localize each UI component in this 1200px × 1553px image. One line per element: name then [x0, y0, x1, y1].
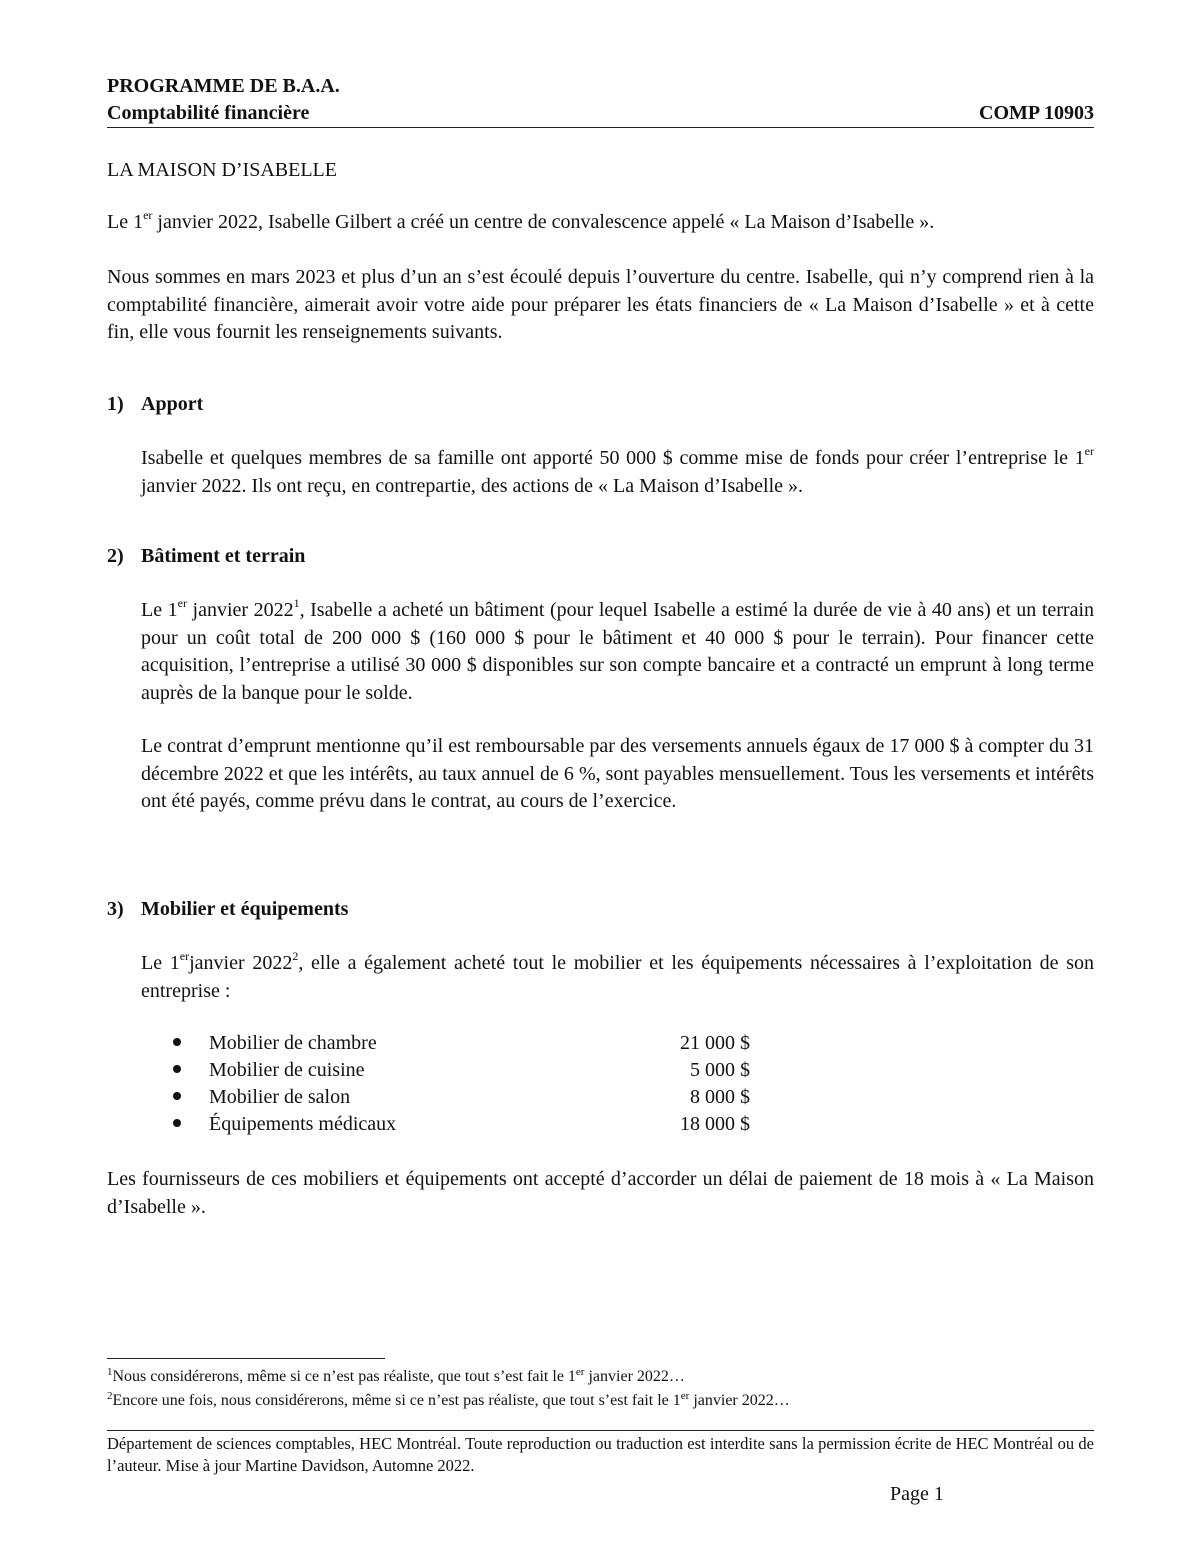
item-amount: 5 000 $: [690, 1059, 750, 1081]
footer-rule: [107, 1430, 1094, 1431]
footnote-ref[interactable]: 2: [292, 949, 299, 964]
footnote-mark: 1: [107, 1365, 113, 1378]
text-run: janvier 2022: [189, 952, 293, 974]
superscript: er: [143, 208, 153, 223]
list-item: [170, 1057, 750, 1084]
section-title: Apport: [141, 393, 204, 415]
item-label: Mobilier de salon: [209, 1086, 351, 1108]
section-heading-batiment: [107, 543, 305, 569]
list-item: [170, 1084, 750, 1111]
text-run: , elle a également acheté tout le mobilier et les équipements nécessaires à l’exploitation de son entreprise :: [141, 952, 1095, 1002]
superscript: er: [1084, 444, 1094, 459]
footnote-ref[interactable]: 1: [293, 596, 300, 611]
bullet-icon: [170, 1057, 209, 1084]
section-mobilier-closing: Les fournisseurs de ces mobiliers et équipements ont accepté d’accorder un délai de paiement de 18 mois à « La Maison d’Isabelle ».: [107, 1168, 1094, 1218]
header-row: [107, 100, 1094, 126]
superscript: er: [575, 1365, 585, 1378]
section-number: 1): [107, 393, 124, 415]
text-run: , Isabelle a acheté un bâtiment (pour lequel Isabelle a estimé la durée de vie à 40 ans) et un terrain pour un coût total de 200 000 $ (160 000 $ pour le bâtiment et 40 000 $ pour le terrain). Pour financer cette acquisition, l’entreprise a utilisé 30 000 $ disponibles sur son compte bancaire et a contracté un emprunt à long terme auprès de la banque pour le solde.: [141, 599, 1095, 704]
superscript: er: [179, 949, 190, 964]
document-title: LA MAISON D’ISABELLE: [107, 159, 337, 181]
text-run: Le 1: [141, 599, 178, 621]
text-run: janvier 2022…: [689, 1392, 790, 1409]
intro-paragraph-1: [107, 209, 1097, 237]
section-batiment-paragraph-1: [141, 597, 1094, 707]
equipment-list: [170, 1030, 750, 1138]
text-run: Le 1: [141, 952, 180, 974]
text-run: janvier 2022, Isabelle Gilbert a créé un centre de convalescence appelé « La Maison d’Isabelle ».: [152, 211, 935, 233]
course-name: Comptabilité financière: [107, 102, 310, 124]
item-amount: 18 000 $: [680, 1113, 750, 1135]
item-label: Mobilier de cuisine: [209, 1059, 365, 1081]
section-apport-paragraph: [141, 445, 1094, 500]
footnote-mark: 2: [107, 1389, 113, 1402]
section-title: Mobilier et équipements: [141, 898, 349, 920]
section-number: 2): [107, 545, 124, 567]
text-run: janvier 2022: [186, 599, 294, 621]
section-mobilier-paragraph: [141, 950, 1094, 1005]
superscript: er: [680, 1389, 690, 1402]
section-heading-apport: [107, 391, 203, 417]
page-header: [107, 72, 1094, 128]
intro-paragraph-2: Nous sommes en mars 2023 et plus d’un an s’est écoulé depuis l’ouverture du centre. Isabelle, qui n’y comprend rien à la comptabilité financière, aimerait avoir votre aide pour préparer les états financiers de « La Maison d’Isabelle » et à cette fin, elle vous fournit les renseignements suivants.: [107, 266, 1094, 343]
bullet-icon: [170, 1111, 209, 1138]
section-number: 3): [107, 898, 124, 920]
item-label: Équipements médicaux: [209, 1113, 397, 1135]
section-batiment-paragraph-2: Le contrat d’emprunt mentionne qu’il est remboursable par des versements annuels égaux de 17 000 $ à compter du 31 décembre 2022 et que les intérêts, au taux annuel de 6 %, sont payables mensuellement. Tous les versements et intérêts ont été payés, comme prévu dans le contrat, au cours de l’exercice.: [141, 735, 1094, 812]
footnote-separator: [107, 1358, 385, 1359]
bullet-icon: [170, 1084, 209, 1111]
text-run: Nous considérerons, même si ce n’est pas réaliste, que tout s’est fait le 1: [112, 1368, 576, 1385]
footnote-2: [107, 1390, 790, 1412]
text-run: Encore une fois, nous considérerons, même si ce n’est pas réaliste, que tout s’est fait le 1: [112, 1392, 681, 1409]
text-run: Isabelle et quelques membres de sa famille ont apporté 50 000 $ comme mise de fonds pour créer l’entreprise le 1: [141, 447, 1085, 469]
item-amount: 8 000 $: [690, 1086, 750, 1108]
page-footer: Département de sciences comptables, HEC Montréal. Toute reproduction ou traduction est interdite sans la permission écrite de HEC Montréal ou de l’auteur. Mise à jour Martine Davidson, Automne 2022.: [107, 1434, 1094, 1475]
bullet-icon: [170, 1030, 209, 1057]
superscript: er: [177, 596, 187, 611]
section-title: Bâtiment et terrain: [141, 545, 306, 567]
footnote-1: [107, 1366, 685, 1388]
program-name: PROGRAMME DE B.A.A.: [107, 75, 340, 97]
header-rule: [107, 127, 1094, 128]
text-run: janvier 2022. Ils ont reçu, en contrepartie, des actions de « La Maison d’Isabelle ».: [141, 474, 804, 497]
text-run: Le 1: [107, 211, 144, 233]
section-heading-mobilier: [107, 896, 348, 922]
list-item: [170, 1111, 750, 1138]
list-item: [170, 1030, 750, 1057]
item-amount: 21 000 $: [680, 1032, 750, 1054]
course-code: COMP 10903: [979, 102, 1094, 124]
item-label: Mobilier de chambre: [209, 1032, 377, 1054]
text-run: janvier 2022…: [584, 1368, 685, 1385]
page-number: Page 1: [890, 1483, 944, 1505]
